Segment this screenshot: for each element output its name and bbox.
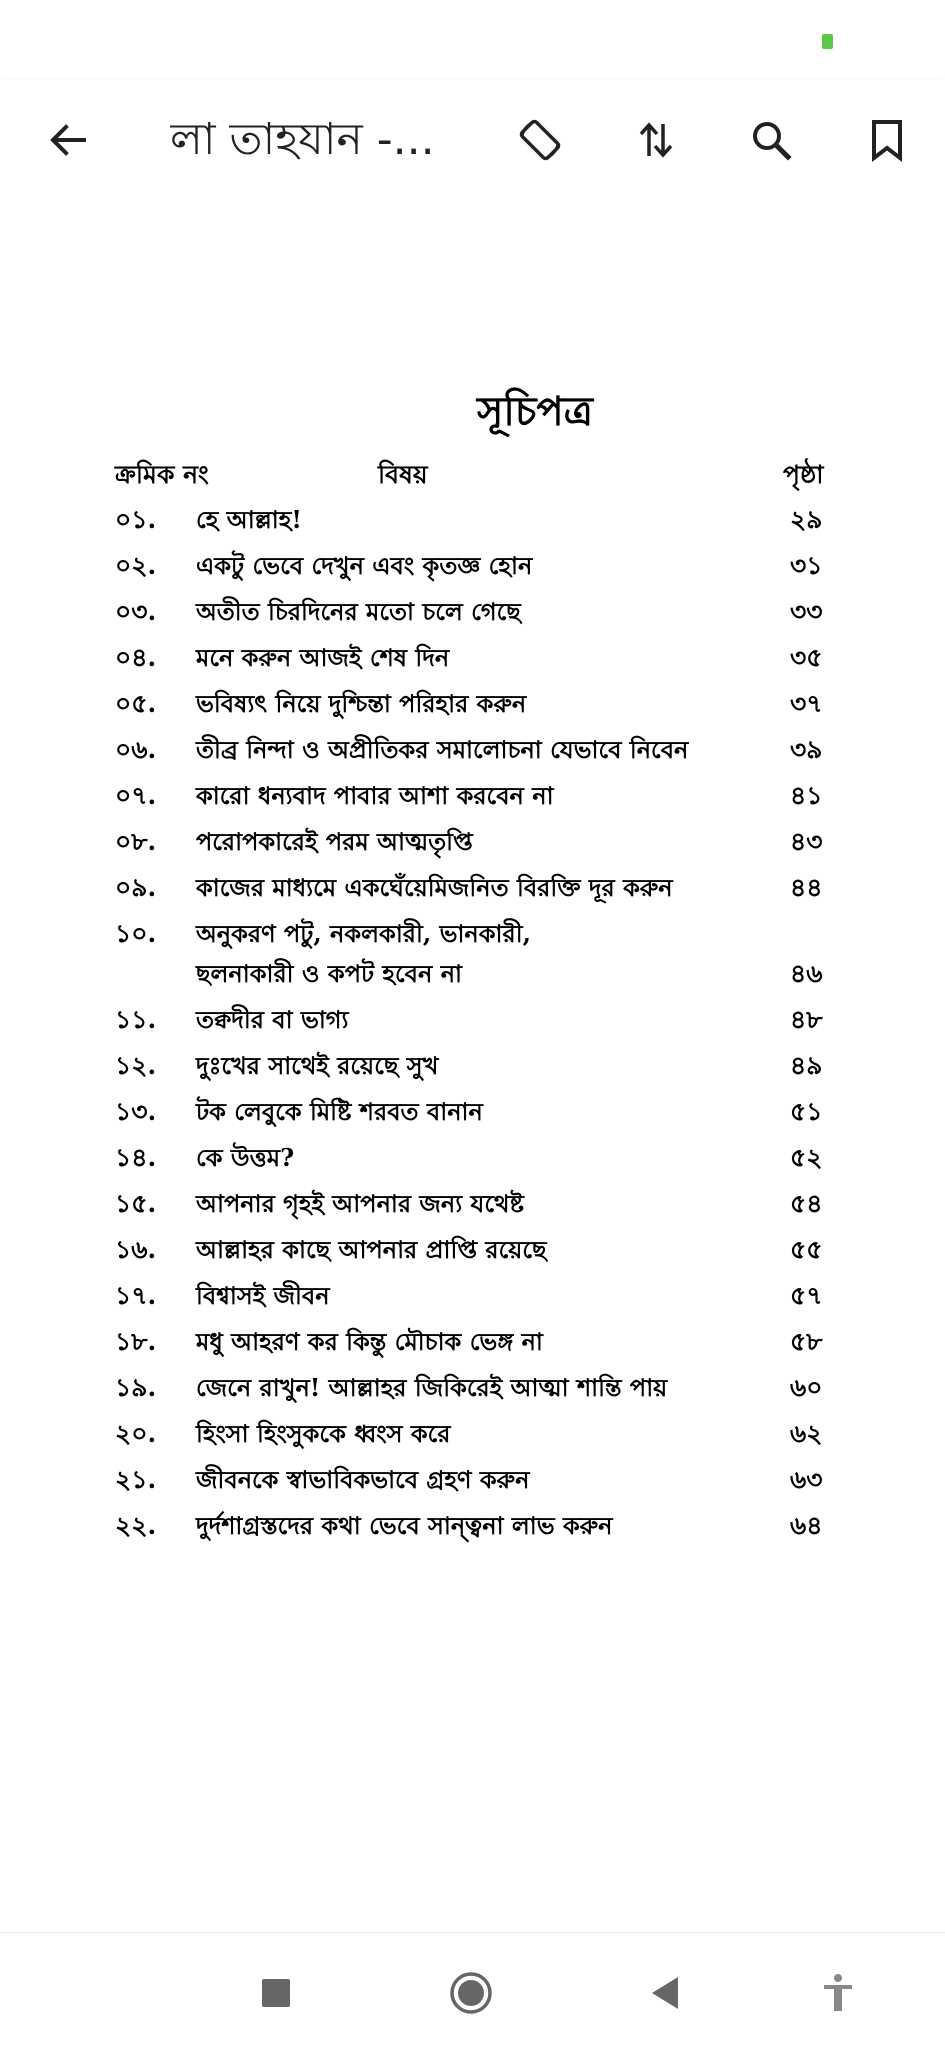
toc-row — [0, 822, 945, 868]
toc-page: ৪৮ — [790, 1005, 823, 1034]
system-nav-bar — [0, 1932, 945, 2049]
toc-number: ১১. — [115, 1005, 157, 1034]
toc-number: ০২. — [115, 551, 157, 580]
toc-number: ২০. — [115, 1419, 157, 1448]
toc-subject: অনুকরণ পটু, নকলকারী, ভানকারী, — [196, 919, 531, 948]
toc-page: ৫৫ — [790, 1235, 823, 1264]
toc-row — [0, 1138, 945, 1184]
toc-row — [0, 914, 945, 1000]
toc-page: ৪৬ — [790, 959, 823, 988]
toc-row — [0, 868, 945, 914]
toc-row — [0, 546, 945, 592]
toc-subject-continued: ছলনাকারী ও কপট হবেন না — [196, 959, 462, 988]
toc-list — [0, 500, 945, 1552]
toc-number: ২১. — [115, 1465, 157, 1494]
toc-number: ১৯. — [115, 1373, 157, 1402]
toc-subject: জীবনকে স্বাভাবিকভাবে গ্রহণ করুন — [196, 1465, 530, 1494]
toc-row — [0, 592, 945, 638]
home-button[interactable] — [441, 1963, 501, 2023]
toc-title: সূচিপত্র — [477, 388, 593, 435]
toc-number: ০৬. — [115, 735, 157, 764]
toc-subject: হে আল্লাহ! — [196, 505, 302, 534]
toc-page: ৬৩ — [790, 1465, 823, 1494]
toc-page: ৫২ — [790, 1143, 823, 1172]
toc-row — [0, 776, 945, 822]
toc-row — [0, 1184, 945, 1230]
toc-row — [0, 1046, 945, 1092]
toc-page: ৪৩ — [790, 827, 823, 856]
toc-number: ১০. — [115, 919, 157, 948]
rotate-screen-button[interactable] — [502, 102, 578, 178]
toc-number: ১৫. — [115, 1189, 157, 1218]
toc-subject: হিংসা হিংসুককে ধ্বংস করে — [196, 1419, 451, 1448]
toc-number: ০৩. — [115, 597, 157, 626]
toc-row — [0, 684, 945, 730]
recents-button[interactable] — [246, 1963, 306, 2023]
accessibility-button[interactable] — [808, 1963, 868, 2023]
toc-number: ১৭. — [115, 1281, 157, 1310]
toc-row — [0, 1414, 945, 1460]
scroll-direction-button[interactable] — [618, 102, 694, 178]
toc-page: ৫৪ — [790, 1189, 823, 1218]
toc-subject: দুর্দশাগ্রস্তদের কথা ভেবে সান্ত্বনা লাভ করুন — [196, 1511, 613, 1540]
toc-subject: মনে করুন আজই শেষ দিন — [196, 643, 450, 672]
toc-page: ৫৮ — [790, 1327, 823, 1356]
toc-page: ৫১ — [790, 1097, 823, 1126]
toc-subject: তক্বদীর বা ভাগ্য — [196, 1005, 349, 1034]
toc-page: ৪১ — [790, 781, 823, 810]
toc-row — [0, 1230, 945, 1276]
recents-square-icon — [254, 1971, 298, 2015]
toc-page: ৩১ — [790, 551, 823, 580]
toc-page: ৫৭ — [790, 1281, 823, 1310]
toc-subject: পরোপকারেই পরম আত্মতৃপ্তি — [196, 827, 473, 856]
toc-number: ০৪. — [115, 643, 157, 672]
toc-row — [0, 1000, 945, 1046]
toc-subject: অতীত চিরদিনের মতো চলে গেছে — [196, 597, 521, 626]
accessibility-icon — [816, 1971, 860, 2015]
toc-page: ৬২ — [790, 1419, 823, 1448]
toc-subject: কারো ধন্যবাদ পাবার আশা করবেন না — [196, 781, 554, 810]
nav-back-button[interactable] — [636, 1963, 696, 2023]
toc-page: ২৯ — [790, 505, 823, 534]
toc-subject: বিশ্বাসই জীবন — [196, 1281, 330, 1310]
toc-number: ১৩. — [115, 1097, 157, 1126]
toc-row — [0, 1506, 945, 1552]
toc-row — [0, 730, 945, 776]
back-button[interactable] — [30, 102, 106, 178]
toc-number: ১৬. — [115, 1235, 157, 1264]
toc-subject: টক লেবুকে মিষ্টি শরবত বানান — [196, 1097, 483, 1126]
search-button[interactable] — [733, 102, 809, 178]
toc-page: ৩৭ — [790, 689, 823, 718]
back-triangle-icon — [644, 1971, 688, 2015]
toc-row — [0, 500, 945, 546]
toc-subject: আপনার গৃহই আপনার জন্য যথেষ্ট — [196, 1189, 524, 1218]
toc-number: ০১. — [115, 505, 157, 534]
toc-number: ০৮. — [115, 827, 157, 856]
serial-header: ক্রমিক নং — [115, 460, 209, 489]
toc-number: ১২. — [115, 1051, 157, 1080]
toc-subject: জেনে রাখুন! আল্লাহর জিকিরেই আত্মা শান্তি পায় — [196, 1373, 668, 1402]
toc-subject: একটু ভেবে দেখুন এবং কৃতজ্ঞ হোন — [196, 551, 533, 580]
search-icon — [747, 116, 795, 164]
toc-page: ৩৯ — [790, 735, 823, 764]
toc-subject: কে উত্তম? — [196, 1143, 295, 1172]
bookmark-button[interactable] — [849, 102, 925, 178]
page-header: পৃষ্ঠা — [783, 460, 824, 489]
document-title: লা তাহযান -... — [170, 114, 435, 165]
toc-number: ০৭. — [115, 781, 157, 810]
toc-subject: দুঃখের সাথেই রয়েছে সুখ — [196, 1051, 439, 1080]
back-arrow-icon — [44, 116, 92, 164]
home-circle-icon — [449, 1971, 493, 2015]
toc-number: ১৪. — [115, 1143, 157, 1172]
app-toolbar — [0, 80, 945, 200]
toc-page: ৪৯ — [790, 1051, 823, 1080]
toc-number: ০৫. — [115, 689, 157, 718]
toc-row — [0, 1092, 945, 1138]
toc-page: ৩৫ — [790, 643, 823, 672]
toc-subject: মধু আহরণ কর কিন্তু মৌচাক ভেঙ্গ না — [196, 1327, 543, 1356]
toc-row — [0, 1276, 945, 1322]
toc-row — [0, 638, 945, 684]
toc-subject: তীব্র নিন্দা ও অপ্রীতিকর সমালোচনা যেভাবে নিবেন — [196, 735, 689, 764]
toc-page: ৬৪ — [790, 1511, 823, 1540]
toc-number: ১৮. — [115, 1327, 157, 1356]
subject-header: বিষয় — [378, 460, 428, 489]
toc-subject: আল্লাহর কাছে আপনার প্রাপ্তি রয়েছে — [196, 1235, 547, 1264]
camera-indicator-icon — [822, 34, 833, 49]
toc-row — [0, 1368, 945, 1414]
toc-page: ৬০ — [790, 1373, 823, 1402]
toc-subject: ভবিষ্যৎ নিয়ে দুশ্চিন্তা পরিহার করুন — [196, 689, 527, 718]
status-bar — [0, 0, 945, 80]
toc-number: ০৯. — [115, 873, 157, 902]
pdf-page[interactable] — [0, 200, 945, 1930]
toc-page: ৪৪ — [790, 873, 823, 902]
toc-subject: কাজের মাধ্যমে একঘেঁয়েমিজনিত বিরক্তি দূর করুন — [196, 873, 673, 902]
swap-vertical-icon — [632, 116, 680, 164]
screen-rotate-icon — [516, 116, 564, 164]
toc-row — [0, 1322, 945, 1368]
toc-row — [0, 1460, 945, 1506]
toc-page: ৩৩ — [790, 597, 823, 626]
toc-number: ২২. — [115, 1511, 157, 1540]
bookmark-icon — [863, 116, 911, 164]
toc-header-row — [0, 455, 945, 499]
